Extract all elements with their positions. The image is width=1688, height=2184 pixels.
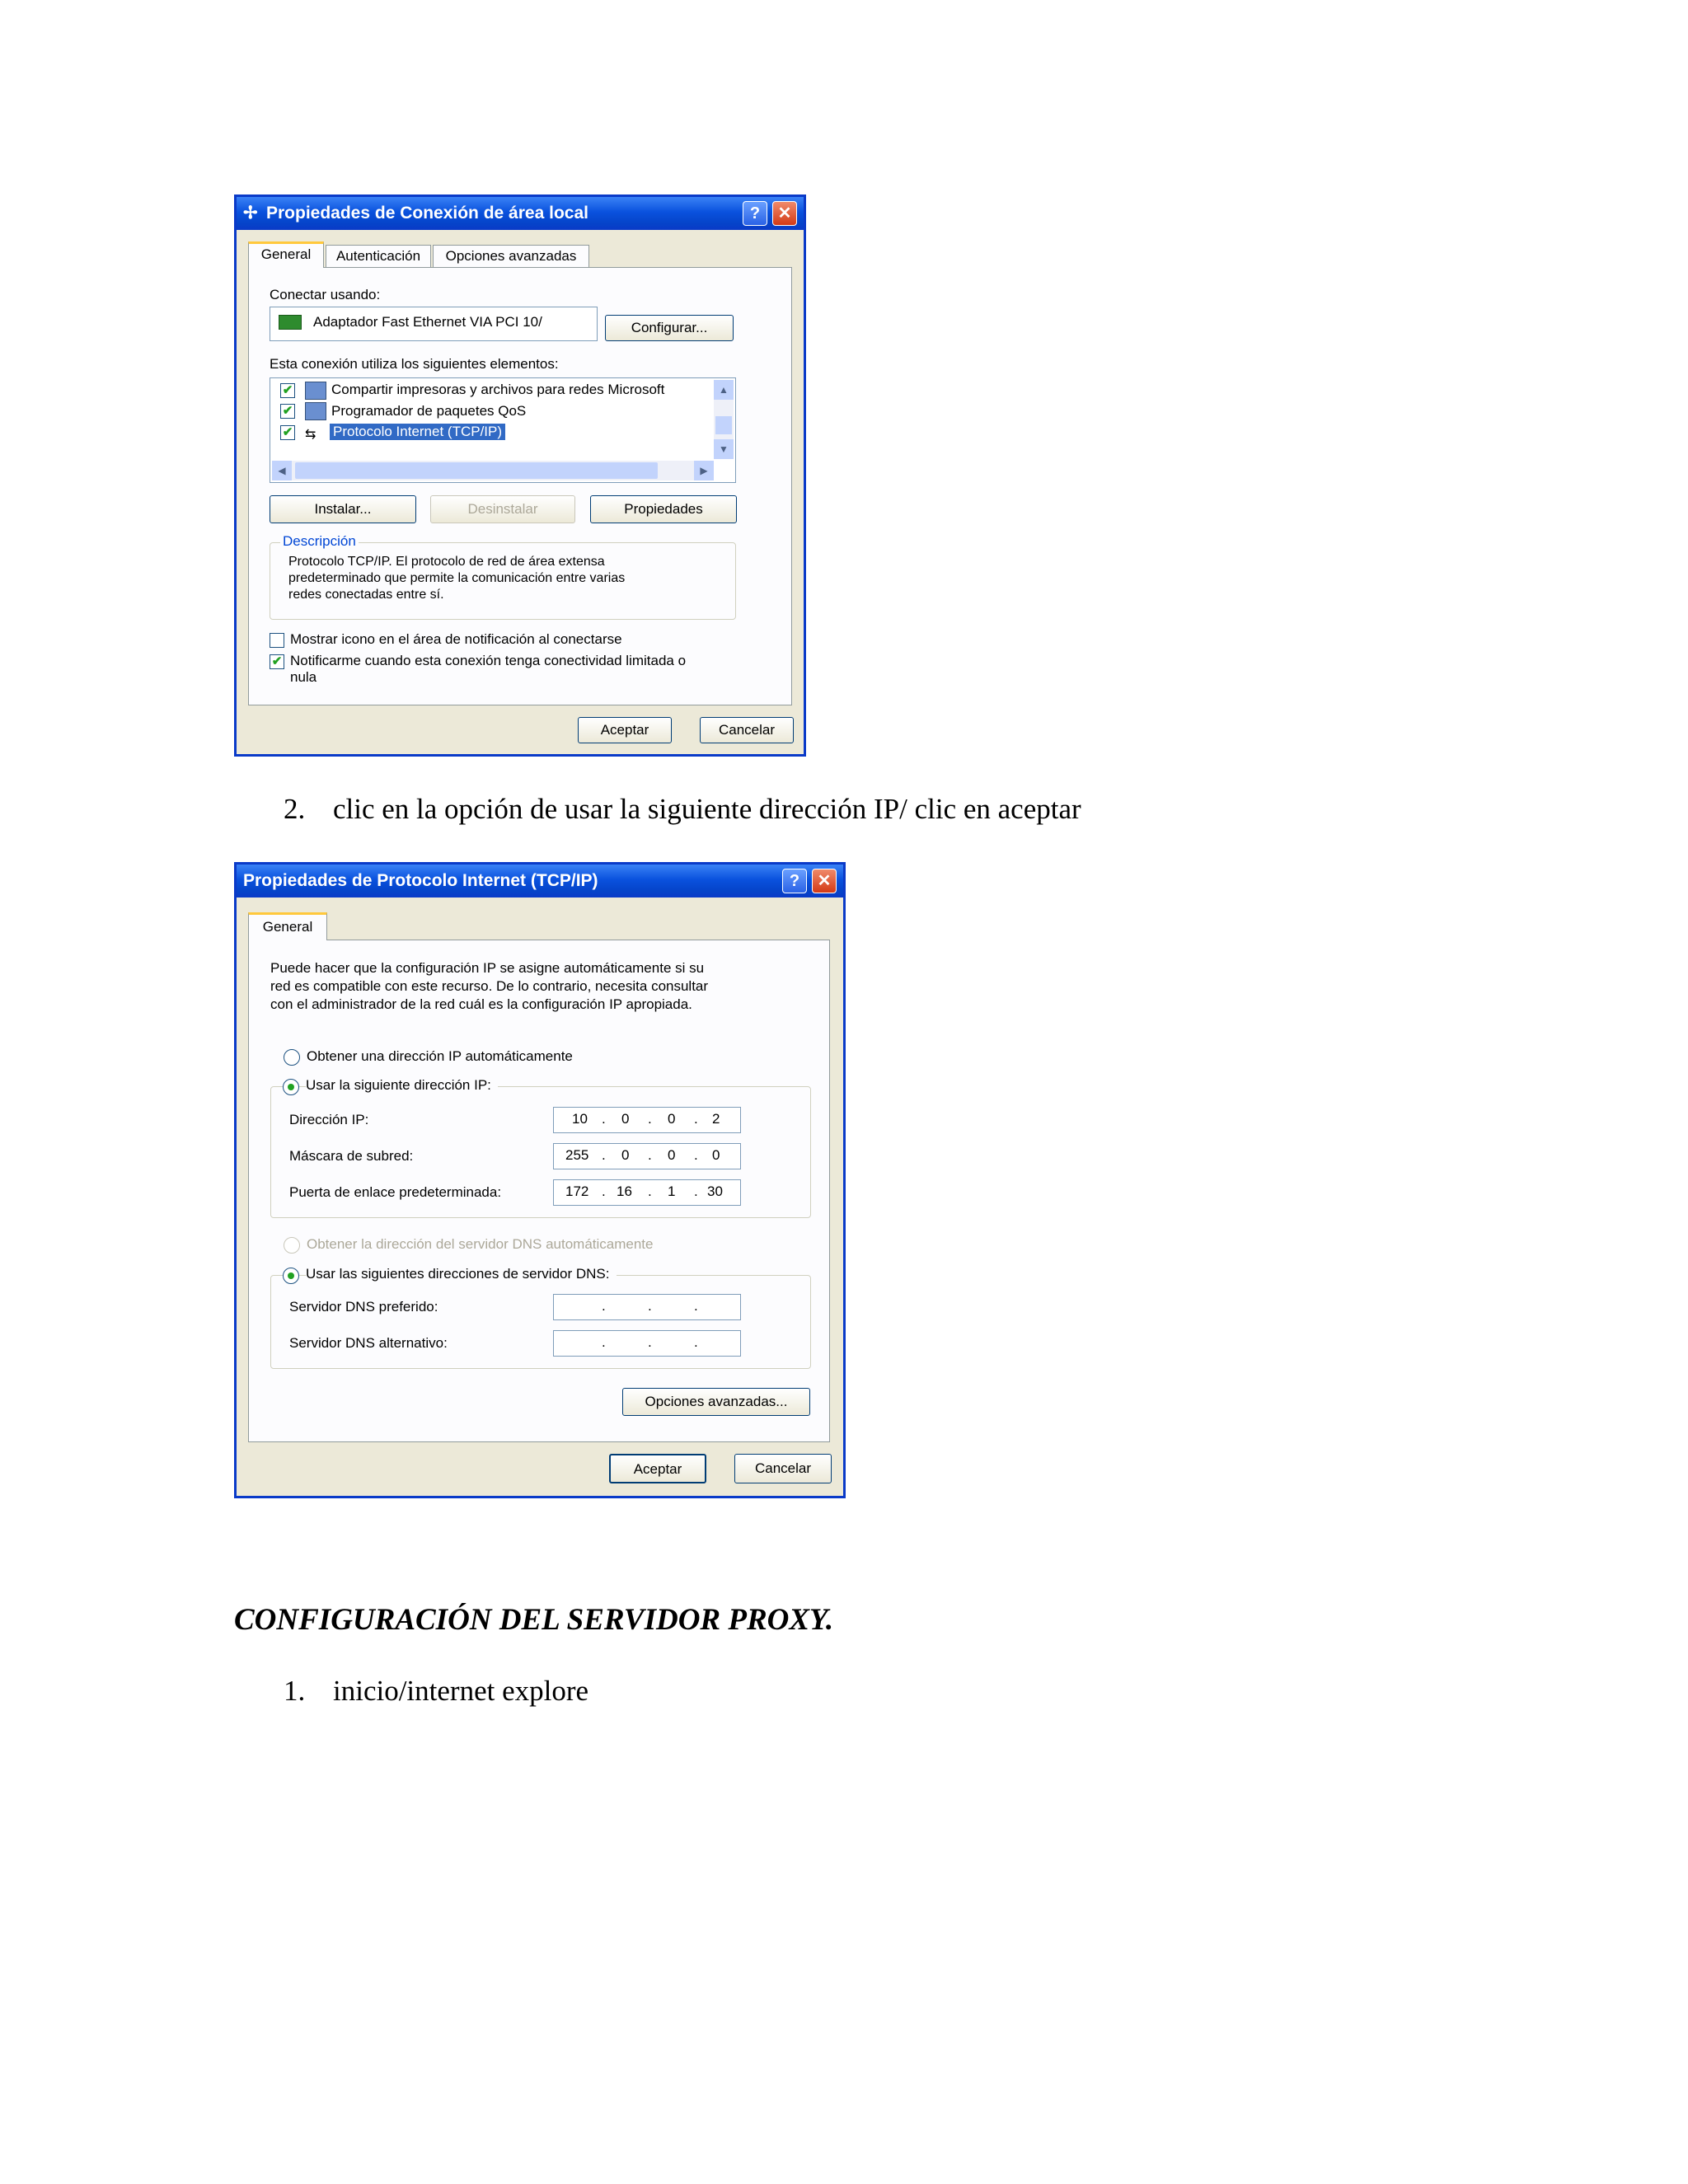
description-line: redes conectadas entre sí. bbox=[288, 588, 444, 602]
subnet-mask-label: Máscara de subred: bbox=[289, 1148, 414, 1164]
ip-dot: . bbox=[694, 1298, 698, 1314]
manual-ip-radio[interactable] bbox=[283, 1079, 299, 1095]
dialog-titlebar[interactable] bbox=[237, 865, 843, 898]
uninstall-button[interactable]: Desinstalar bbox=[430, 495, 575, 523]
tab-general[interactable]: General bbox=[248, 912, 327, 940]
manual-dns-label: Usar las siguientes direcciones de servidor DNS: bbox=[306, 1266, 617, 1282]
dialog-title: Propiedades de Conexión de área local bbox=[266, 204, 588, 223]
manual-ip-label: Usar la siguiente dirección IP: bbox=[306, 1077, 498, 1094]
protocol-icon: ⇆ bbox=[305, 428, 316, 442]
ip-dot: . bbox=[694, 1334, 698, 1350]
subnet-mask-input[interactable] bbox=[553, 1143, 741, 1169]
ip-octet: 2 bbox=[712, 1111, 720, 1127]
tab-panel bbox=[248, 267, 792, 705]
ip-octet: 0 bbox=[621, 1147, 630, 1163]
auto-ip-label: Obtener una dirección IP automáticamente bbox=[307, 1048, 573, 1064]
tab-advanced-options[interactable]: Opciones avanzadas bbox=[433, 245, 589, 268]
ip-octet: 0 bbox=[621, 1111, 630, 1127]
component-label-selected[interactable]: Protocolo Internet (TCP/IP) bbox=[330, 424, 505, 440]
ip-dot: . bbox=[602, 1147, 606, 1163]
component-label[interactable]: Programador de paquetes QoS bbox=[331, 403, 527, 419]
component-checkbox[interactable]: ✔ bbox=[280, 425, 295, 440]
connect-using-label: Conectar usando: bbox=[270, 287, 381, 302]
tcpip-properties-dialog bbox=[234, 862, 846, 1498]
ip-dot: . bbox=[648, 1111, 652, 1127]
file-printer-sharing-icon bbox=[305, 382, 326, 400]
alternate-dns-label: Servidor DNS alternativo: bbox=[289, 1335, 448, 1351]
ip-octet: 0 bbox=[668, 1111, 676, 1127]
gateway-label: Puerta de enlace predeterminada: bbox=[289, 1184, 502, 1200]
tab-panel bbox=[248, 940, 830, 1442]
network-connection-icon: ✢ bbox=[243, 204, 258, 223]
step-number: 2. bbox=[284, 793, 306, 825]
cancel-button[interactable]: Cancelar bbox=[734, 1454, 832, 1483]
network-card-icon bbox=[279, 315, 302, 330]
vertical-scrollbar[interactable] bbox=[714, 380, 734, 459]
adapter-name: Adaptador Fast Ethernet VIA PCI 10/ bbox=[313, 314, 542, 330]
show-icon-checkbox[interactable] bbox=[270, 633, 284, 648]
install-button[interactable]: Instalar... bbox=[270, 495, 416, 523]
intro-line: con el administrador de la red cuál es la configuración IP apropiada. bbox=[270, 996, 692, 1012]
notify-label-continued: nula bbox=[290, 669, 317, 685]
manual-dns-group bbox=[270, 1266, 811, 1369]
scroll-thumb[interactable] bbox=[295, 462, 658, 479]
description-line: Protocolo TCP/IP. El protocolo de red de área extensa bbox=[288, 555, 605, 569]
configure-button[interactable]: Configurar... bbox=[605, 315, 734, 341]
manual-ip-group bbox=[270, 1077, 811, 1218]
section-heading: CONFIGURACIÓN DEL SERVIDOR PROXY. bbox=[234, 1603, 834, 1637]
ip-octet: 16 bbox=[617, 1183, 632, 1199]
close-button[interactable]: ✕ bbox=[772, 201, 797, 226]
notify-label: Notificarme cuando esta conexión tenga conectividad limitada o bbox=[290, 653, 687, 668]
ip-octet: 255 bbox=[565, 1147, 589, 1163]
ip-address-input[interactable] bbox=[553, 1107, 741, 1133]
description-line: predeterminado que permite la comunicación entre varias bbox=[288, 571, 626, 585]
component-label[interactable]: Compartir impresoras y archivos para redes Microsoft bbox=[331, 382, 665, 397]
components-list bbox=[270, 377, 736, 483]
tab-authentication[interactable]: Autenticación bbox=[326, 245, 431, 268]
ip-dot: . bbox=[694, 1147, 698, 1163]
properties-button[interactable]: Propiedades bbox=[590, 495, 737, 523]
step-text: clic en la opción de usar la siguiente dirección IP/ clic en aceptar bbox=[333, 793, 1081, 825]
scroll-down-icon[interactable]: ▼ bbox=[714, 439, 734, 459]
ip-address-label: Dirección IP: bbox=[289, 1112, 369, 1127]
ip-dot: . bbox=[694, 1183, 698, 1199]
ip-dot: . bbox=[648, 1147, 652, 1163]
ip-dot: . bbox=[648, 1334, 652, 1350]
preferred-dns-label: Servidor DNS preferido: bbox=[289, 1299, 438, 1315]
ip-octet: 1 bbox=[668, 1183, 676, 1199]
help-button[interactable]: ? bbox=[782, 869, 807, 893]
advanced-options-button[interactable]: Opciones avanzadas... bbox=[622, 1388, 810, 1416]
component-checkbox[interactable]: ✔ bbox=[280, 383, 295, 398]
ip-octet: 0 bbox=[668, 1147, 676, 1163]
ip-dot: . bbox=[602, 1111, 606, 1127]
elements-label: Esta conexión utiliza los siguientes elementos: bbox=[270, 356, 559, 372]
ip-octet: 10 bbox=[572, 1111, 588, 1127]
notify-checkbox[interactable]: ✔ bbox=[270, 654, 284, 669]
qos-icon bbox=[305, 402, 326, 420]
manual-dns-radio[interactable] bbox=[283, 1268, 299, 1284]
auto-dns-radio[interactable] bbox=[284, 1237, 300, 1254]
horizontal-scrollbar[interactable] bbox=[272, 461, 714, 480]
close-button[interactable]: ✕ bbox=[812, 869, 837, 893]
ip-dot: . bbox=[694, 1111, 698, 1127]
ip-octet: 0 bbox=[712, 1147, 720, 1163]
description-group bbox=[270, 533, 736, 620]
ip-dot: . bbox=[648, 1298, 652, 1314]
intro-line: red es compatible con este recurso. De lo contrario, necesita consultar bbox=[270, 978, 709, 994]
ip-octet: 172 bbox=[565, 1183, 589, 1199]
ip-octet: 30 bbox=[707, 1183, 723, 1199]
ip-dot: . bbox=[648, 1183, 652, 1199]
ip-dot: . bbox=[602, 1298, 606, 1314]
scroll-up-icon[interactable]: ▲ bbox=[714, 380, 734, 400]
dialog-titlebar[interactable] bbox=[237, 197, 804, 230]
adapter-field bbox=[270, 307, 598, 341]
tab-general[interactable]: General bbox=[248, 241, 324, 268]
ip-dot: . bbox=[602, 1334, 606, 1350]
step-text: inicio/internet explore bbox=[333, 1675, 589, 1707]
component-checkbox[interactable]: ✔ bbox=[280, 404, 295, 419]
auto-ip-radio[interactable] bbox=[284, 1049, 300, 1066]
lan-properties-dialog bbox=[234, 194, 806, 757]
intro-line: Puede hacer que la configuración IP se asigne automáticamente si su bbox=[270, 960, 705, 976]
description-title: Descripción bbox=[280, 533, 359, 550]
cancel-button[interactable]: Cancelar bbox=[700, 717, 794, 743]
show-icon-label: Mostrar icono en el área de notificación al conectarse bbox=[290, 631, 622, 647]
scroll-left-icon[interactable]: ◀ bbox=[272, 461, 292, 480]
ok-button[interactable]: Aceptar bbox=[609, 1454, 706, 1483]
scroll-right-icon[interactable]: ▶ bbox=[694, 461, 714, 480]
step-number: 1. bbox=[284, 1675, 306, 1707]
ok-button[interactable]: Aceptar bbox=[578, 717, 672, 743]
help-button[interactable]: ? bbox=[743, 201, 767, 226]
gateway-input[interactable] bbox=[553, 1179, 741, 1206]
auto-dns-label: Obtener la dirección del servidor DNS automáticamente bbox=[307, 1236, 654, 1252]
alternate-dns-input[interactable] bbox=[553, 1330, 741, 1357]
ip-dot: . bbox=[602, 1183, 606, 1199]
scroll-thumb[interactable] bbox=[715, 416, 732, 434]
dialog-title: Propiedades de Protocolo Internet (TCP/IP) bbox=[243, 871, 598, 890]
preferred-dns-input[interactable] bbox=[553, 1294, 741, 1320]
